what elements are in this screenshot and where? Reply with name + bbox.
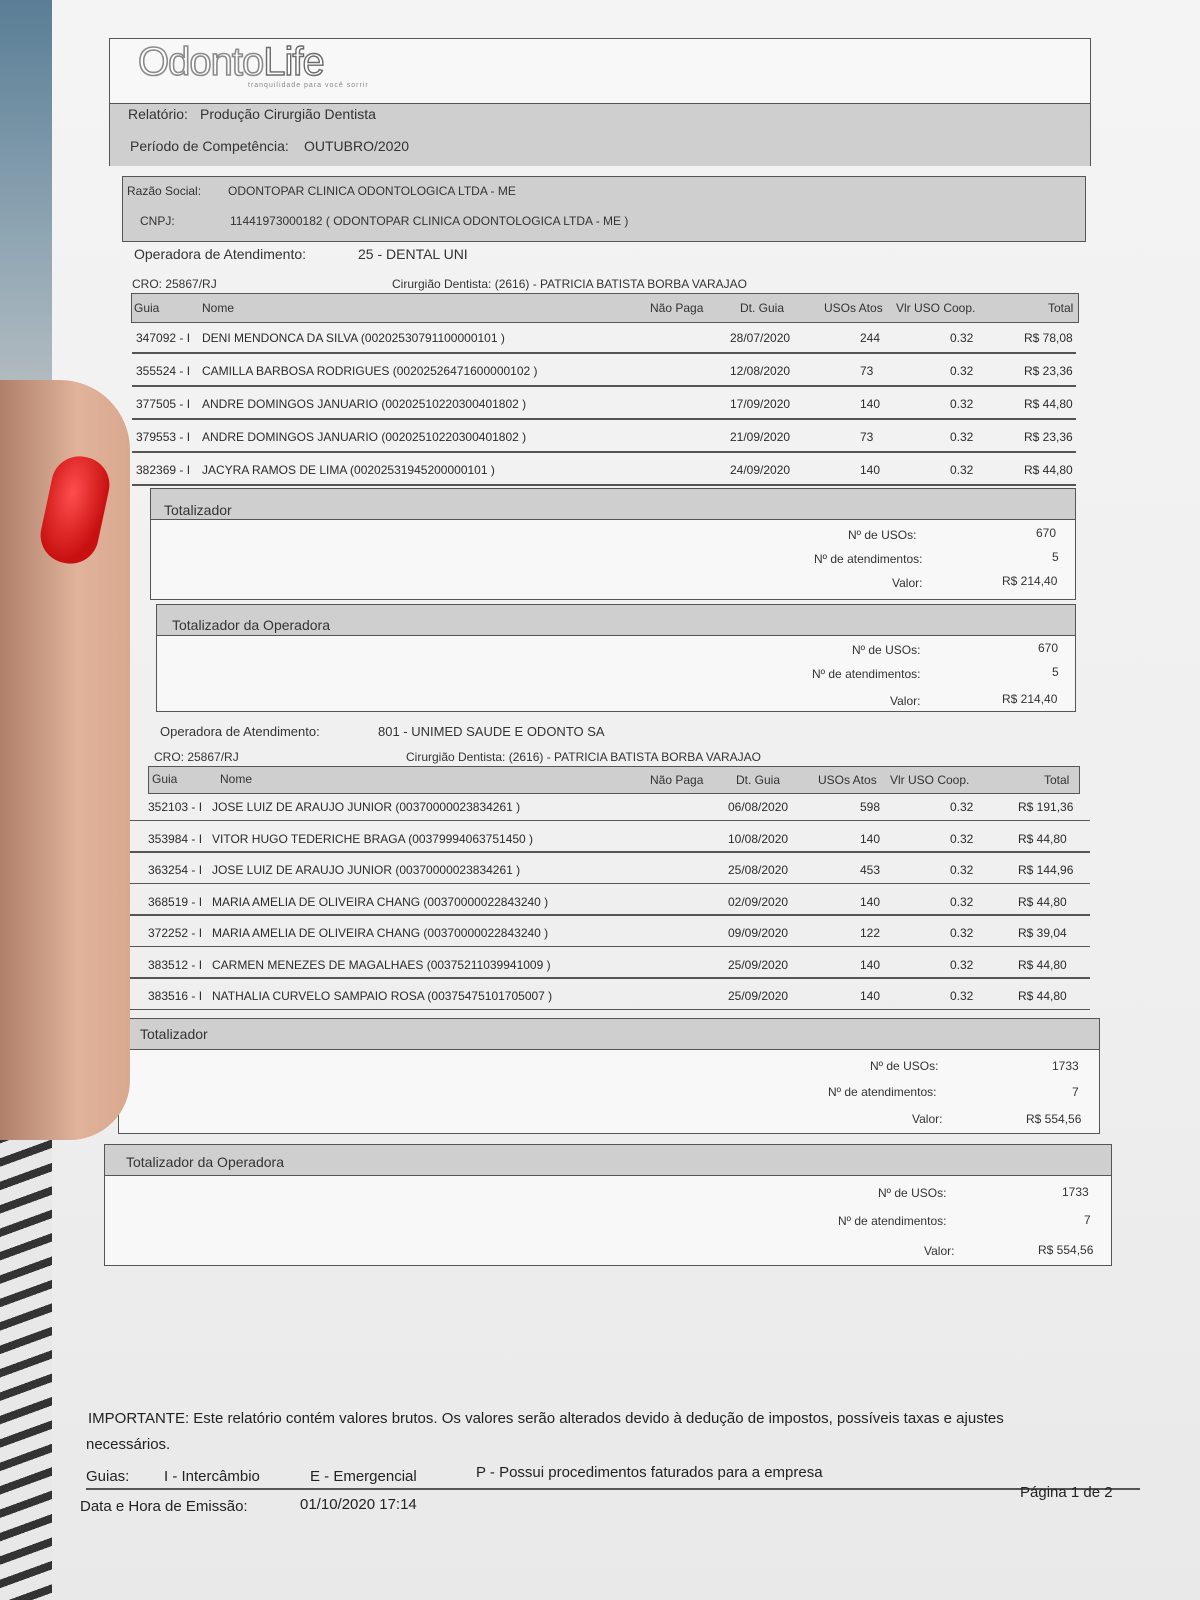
cell-guia: 383512 - I [148,957,203,972]
col-usos: USOs Atos [824,301,883,315]
atend-value: 7 [1084,1213,1091,1227]
totalizador-box [150,488,1076,600]
cell-nome: VITOR HUGO TEDERICHE BRAGA (00379994063751450 ) [212,831,534,846]
cell-dt: 06/08/2020 [728,800,789,814]
col-vlr: Vlr USO Coop. [896,301,976,315]
valor-label: Valor: [892,576,923,590]
valor-value: R$ 214,40 [1002,692,1058,706]
cell-dt: 21/09/2020 [730,430,791,444]
col-total: Total [1048,301,1074,315]
row-divider [132,352,1076,354]
atend-label: Nº de atendimentos: [838,1214,947,1228]
cell-total: R$ 191,36 [1018,800,1074,814]
cell-total: R$ 23,36 [1024,430,1073,444]
cell-total: R$ 44,80 [1018,894,1067,909]
report-value: Produção Cirurgião Dentista [200,106,376,122]
cell-usos: 244 [860,331,881,345]
footer-divider [86,1488,1140,1490]
usos-value: 1733 [1062,1185,1089,1199]
cell-vlr: 0.32 [950,331,974,345]
cell-dt: 25/08/2020 [728,863,789,877]
logo-tagline: tranquilidade para você sorrir [248,82,369,89]
cell-guia: 372252 - I [148,926,203,940]
cell-guia: 382369 - I [136,463,191,477]
totalizador-operadora-title: Totalizador da Operadora [126,1154,284,1170]
row-divider [128,914,1090,916]
cell-vlr: 0.32 [950,957,974,972]
cell-dt: 24/09/2020 [730,463,791,477]
row-divider [132,484,1076,486]
cell-guia: 352103 - I [148,800,203,814]
operadora-label: Operadora de Atendimento: [160,724,320,739]
cell-guia: 363254 - I [148,863,203,877]
cell-dt: 25/09/2020 [728,957,789,972]
guia-intercambio: I - Intercâmbio [164,1468,260,1485]
col-dt-guia: Dt. Guia [740,301,785,315]
cell-total: R$ 44,80 [1024,463,1073,477]
cell-nome: CAMILLA BARBOSA RODRIGUES (00202526471600000102 ) [202,364,538,378]
cell-nome: MARIA AMELIA DE OLIVEIRA CHANG (00370000022843240 ) [212,926,549,940]
col-guia: Guia [134,301,160,315]
operadora-value: 801 - UNIMED SAUDE E ODONTO SA [378,724,605,739]
cell-nome: ANDRE DOMINGOS JANUARIO (00202510220300401802 ) [202,397,527,411]
cell-nome: NATHALIA CURVELO SAMPAIO ROSA (00375475101705007 ) [212,989,553,1003]
razao-value: ODONTOPAR CLINICA ODONTOLOGICA LTDA - ME [228,184,516,198]
cell-vlr: 0.32 [950,800,974,814]
odontolife-logo: OdontoLife [138,40,324,84]
valor-value: R$ 554,56 [1038,1243,1094,1257]
totalizador-box [118,1018,1100,1134]
important-note-cont: necessários. [86,1436,171,1453]
emissao-label: Data e Hora de Emissão: [80,1498,248,1515]
cell-usos: 140 [860,989,881,1003]
cell-vlr: 0.32 [950,863,974,877]
cell-vlr: 0.32 [950,894,974,909]
guia-emergencial: E - Emergencial [310,1468,417,1485]
row-divider [128,1009,1090,1011]
cell-usos: 140 [860,957,881,972]
cell-dt: 02/09/2020 [728,894,789,909]
cell-dt: 10/08/2020 [728,831,789,846]
cell-usos: 140 [860,831,881,846]
operadora-value: 25 - DENTAL UNI [358,246,468,262]
row-divider [128,851,1090,853]
report-page [52,0,1200,1600]
cell-nome: CARMEN MENEZES DE MAGALHAES (00375211039941009 ) [212,957,551,972]
cell-vlr: 0.32 [950,364,974,378]
period-label: Período de Competência: [130,138,289,154]
usos-label: Nº de USOs: [848,528,917,542]
cell-guia: 383516 - I [148,989,203,1003]
totalizador-title: Totalizador [164,502,232,518]
valor-label: Valor: [890,694,921,708]
cell-usos: 140 [860,894,881,909]
report-label: Relatório: [128,106,188,122]
valor-value: R$ 554,56 [1026,1112,1082,1126]
cell-nome: JOSE LUIZ DE ARAUJO JUNIOR (00370000023834261 ) [212,800,521,814]
cell-total: R$ 23,36 [1024,364,1073,378]
row-divider [132,451,1076,453]
atend-value: 5 [1052,550,1059,564]
cell-nome: JOSE LUIZ DE ARAUJO JUNIOR (00370000023834261 ) [212,863,521,877]
col-nome: Nome [220,772,253,786]
atend-label: Nº de atendimentos: [828,1085,937,1099]
row-divider [128,946,1090,948]
cnpj-label: CNPJ: [140,214,175,228]
cell-total: R$ 44,80 [1018,831,1067,846]
cell-nome: JACYRA RAMOS DE LIMA (00202531945200000101 ) [202,463,495,477]
cro: CRO: 25867/RJ [154,750,239,764]
valor-label: Valor: [924,1244,955,1258]
cell-guia: 353984 - I [148,831,203,846]
usos-label: Nº de USOs: [870,1059,939,1073]
cell-guia: 355524 - I [136,364,191,378]
atend-label: Nº de atendimentos: [812,667,921,681]
operadora-label: Operadora de Atendimento: [134,246,307,262]
col-nome: Nome [202,301,235,315]
col-nao-paga: Não Paga [650,301,704,315]
totalizador-title: Totalizador [140,1026,208,1042]
cell-total: R$ 144,96 [1018,863,1074,877]
cell-usos: 140 [860,397,881,411]
col-usos: USOs Atos [818,773,877,787]
cell-dt: 28/07/2020 [730,331,791,345]
guia-faturados: P - Possui procedimentos faturados para a empresa [476,1464,823,1481]
cnpj-value: 11441973000182 ( ODONTOPAR CLINICA ODONTOLOGICA LTDA - ME ) [230,214,629,228]
cell-vlr: 0.32 [950,463,974,477]
page-number: Página 1 de 2 [1020,1484,1113,1501]
usos-value: 670 [1038,641,1059,655]
cell-nome: MARIA AMELIA DE OLIVEIRA CHANG (00370000022843240 ) [212,894,549,909]
cell-vlr: 0.32 [950,989,974,1003]
col-vlr: Vlr USO Coop. [890,773,970,787]
cell-usos: 122 [860,926,881,940]
col-total: Total [1044,773,1070,787]
cell-total: R$ 39,04 [1018,926,1067,940]
cell-usos: 453 [860,863,881,877]
usos-label: Nº de USOs: [878,1186,947,1200]
cell-guia: 377505 - I [136,397,191,411]
guias-label: Guias: [86,1468,130,1485]
cell-dt: 25/09/2020 [728,989,789,1003]
cell-usos: 73 [860,430,874,444]
cell-guia: 379553 - I [136,430,191,444]
cell-dt: 09/09/2020 [728,926,789,940]
cro: CRO: 25867/RJ [132,277,217,291]
cell-usos: 598 [860,800,881,814]
cell-dt: 12/08/2020 [730,364,791,378]
usos-value: 670 [1036,526,1057,540]
row-divider [128,977,1090,979]
atend-value: 5 [1052,665,1059,679]
cell-total: R$ 78,08 [1024,331,1073,345]
dentista: Cirurgião Dentista: (2616) - PATRICIA BATISTA BORBA VARAJAO [406,750,762,764]
cell-total: R$ 44,80 [1018,989,1067,1003]
cell-dt: 17/09/2020 [730,397,791,411]
valor-label: Valor: [912,1112,943,1126]
cell-vlr: 0.32 [950,397,974,411]
cell-total: R$ 44,80 [1024,397,1073,411]
cell-nome: ANDRE DOMINGOS JANUARIO (00202510220300401802 ) [202,430,527,444]
row-divider [128,883,1090,885]
cell-guia: 347092 - I [136,331,191,345]
cell-vlr: 0.32 [950,831,974,846]
atend-value: 7 [1072,1085,1079,1099]
cell-guia: 368519 - I [148,894,203,909]
valor-value: R$ 214,40 [1002,574,1058,588]
cell-usos: 140 [860,463,881,477]
row-divider [132,385,1076,387]
row-divider [128,820,1090,822]
cell-vlr: 0.32 [950,430,974,444]
col-dt-guia: Dt. Guia [736,773,781,787]
cell-total: R$ 44,80 [1018,957,1067,972]
background-fabric [0,1120,60,1600]
cell-vlr: 0.32 [950,926,974,940]
emissao-value: 01/10/2020 17:14 [300,1496,417,1513]
razao-label: Razão Social: [127,184,202,198]
totalizador-operadora-title: Totalizador da Operadora [172,617,330,633]
dentista: Cirurgião Dentista: (2616) - PATRICIA BATISTA BORBA VARAJAO [392,277,748,291]
row-divider [132,418,1076,420]
usos-label: Nº de USOs: [852,643,921,657]
important-note: IMPORTANTE: Este relatório contém valores brutos. Os valores serão alterados devido à dedução de impostos, possíveis taxas e ajustes [88,1410,1004,1427]
cell-usos: 73 [860,364,874,378]
usos-value: 1733 [1052,1059,1079,1073]
period-value: OUTUBRO/2020 [304,138,410,154]
col-nao-paga: Não Paga [650,773,704,787]
atend-label: Nº de atendimentos: [814,552,923,566]
col-guia: Guia [152,772,178,786]
cell-nome: DENI MENDONCA DA SILVA (00202530791100000101 ) [202,331,505,345]
